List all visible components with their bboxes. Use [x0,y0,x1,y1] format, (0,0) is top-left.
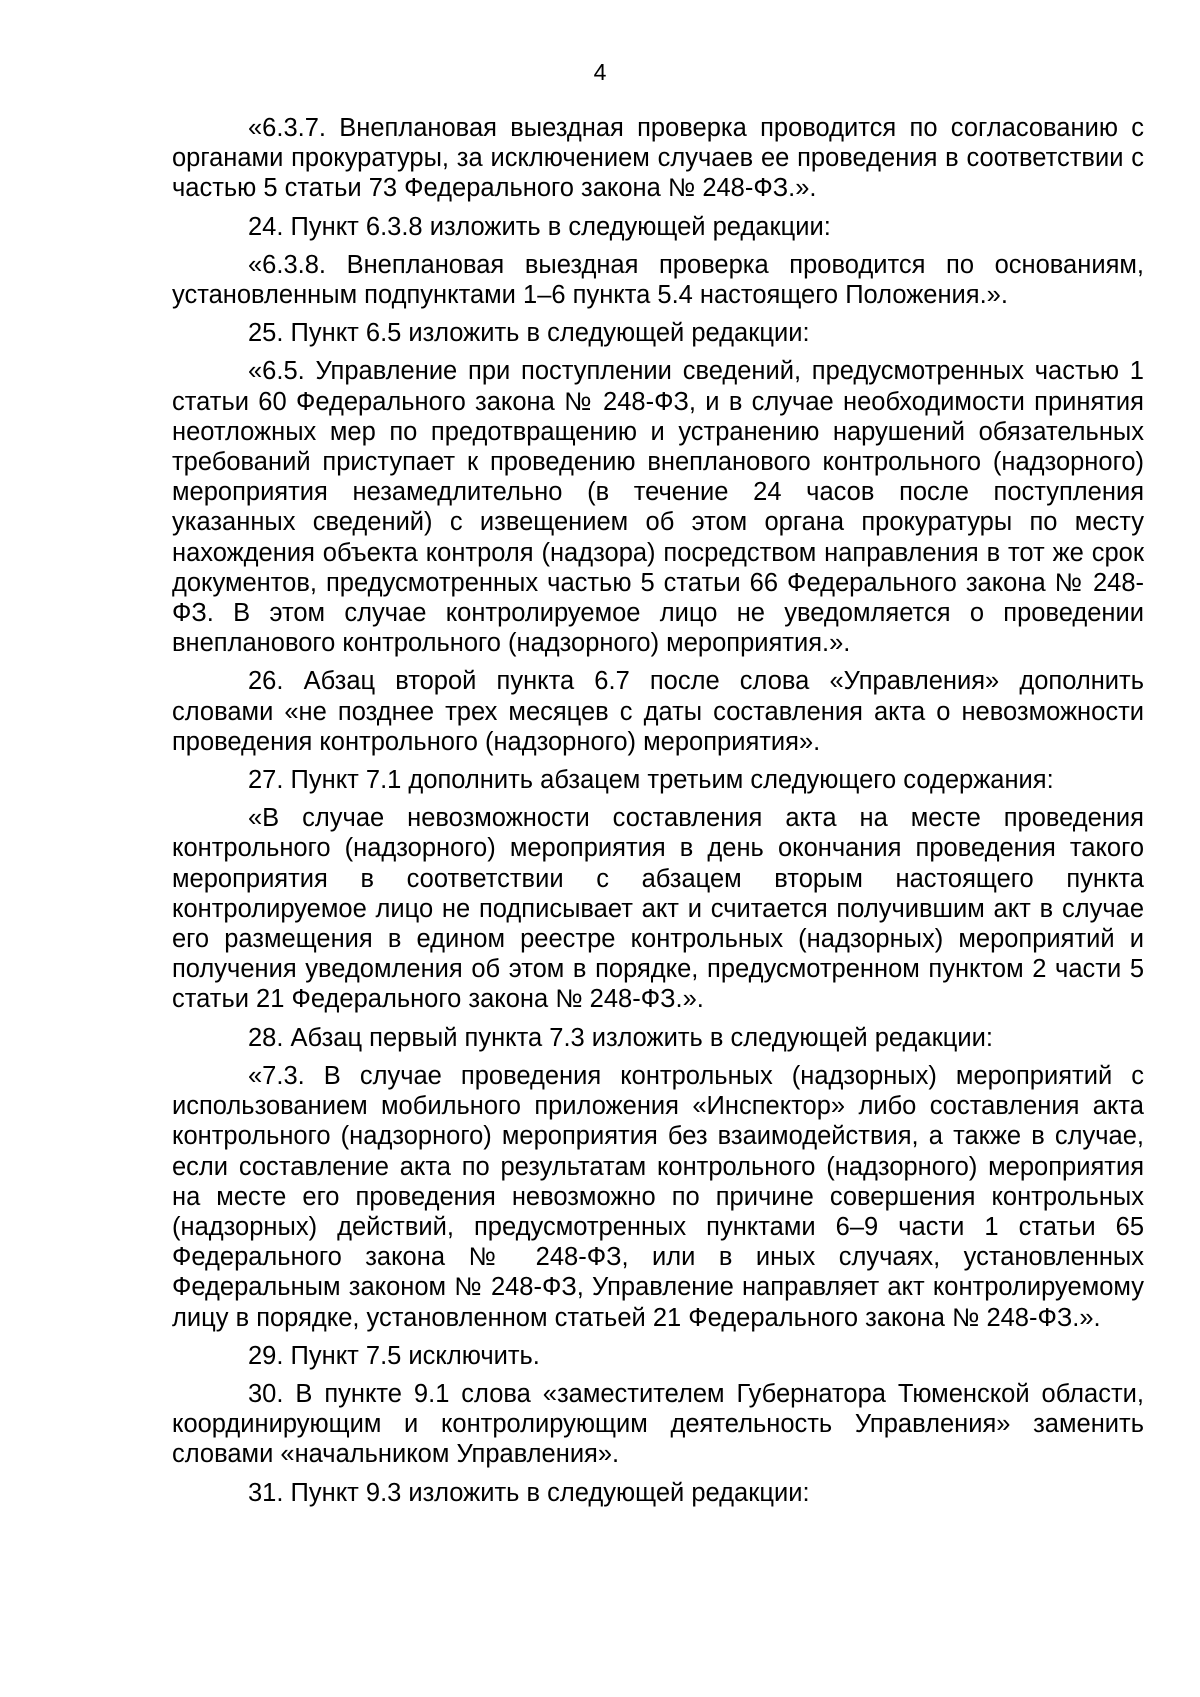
paragraph-item-26: 26. Абзац второй пункта 6.7 после слова «Управления» дополнить словами «не позднее трех месяцев с даты составления акта о невозможности проведения контрольного (надзорного) мероприятия». [172,667,1144,756]
paragraph-7-1-addition-text: «В случае невозможности составления акта на месте проведения контрольного (надзорного) мероприятия в день окончания проведения такого мероприятия в соответствии с абзацем вторым настоящего пункта контролируемое лицо не подписывает акт и считается получившим акт в случае его размещения в едином реестре контрольных (надзорных) мероприятий и получения уведомления об этом в порядке, предусмотренном пунктом 2 части 5 статьи 21 Федерального закона № 248-ФЗ.». [172,804,1144,1014]
paragraph-6-3-8-text: «6.3.8. Внеплановая выездная проверка проводится по основаниям, установленным подпунктами 1–6 пункта 5.4 настоящего Положения.». [172,250,1144,310]
page-number: 4 [593,59,607,85]
paragraph-7-3-text: «7.3. В случае проведения контрольных (надзорных) мероприятий с использованием мобильного приложения «Инспектор» либо составления акта контрольного (надзорного) мероприятия без взаимодействия, а также в случае, если составление акта по результатам контрольного (надзорного) мероприятия на месте его проведения невозможно по причине совершения контрольных (надзорных) действий, предусмотренных пунктами 6–9 части 1 статьи 65 Федерального закона № 248-ФЗ, или в иных случаях, установленных Федеральным законом № 248-ФЗ, Управление направляет акт контролируемому лицу в порядке, установленном статьей 21 Федерального закона № 248-ФЗ.». [172,1061,1144,1332]
paragraph-6-3-7-text: «6.3.7. Внеплановая выездная проверка проводится по согласованию с органами прокуратуры, за исключением случаев ее проведения в соответствии с частью 5 статьи 73 Федерального закона № 248-ФЗ.». [172,114,1144,203]
paragraph-item-30: 30. В пункте 9.1 слова «заместителем Губернатора Тюменской области, координирующим и контролирующим деятельность Управления» заменить словами «начальником Управления». [172,1379,1144,1469]
paragraph-item-29: 29. Пункт 7.5 исключить. [248,1341,540,1370]
paragraph-6-5-text: «6.5. Управление при поступлении сведений, предусмотренных частью 1 статьи 60 Федерального закона № 248-ФЗ, и в случае необходимости принятия неотложных мер по предотвращению и устранению нарушений обязательных требований приступает к проведению внепланового контрольного (надзорного) мероприятия незамедлительно (в течение 24 часов после поступления указанных сведений) с извещением об этом органа прокуратуры по месту нахождения объекта контроля (надзора) посредством направления в тот же срок документов, предусмотренных частью 5 статьи 66 Федерального закона № 248-ФЗ. В этом случае контролируемое лицо не уведомляется о проведении внепланового контрольного (надзорного) мероприятия.». [172,357,1144,658]
paragraph-item-31: 31. Пункт 9.3 изложить в следующей редакции: [248,1478,810,1507]
paragraph-item-25: 25. Пункт 6.5 изложить в следующей редакции: [248,319,810,348]
paragraph-item-28: 28. Абзац первый пункта 7.3 изложить в следующей редакции: [248,1023,993,1052]
paragraph-item-24: 24. Пункт 6.3.8 изложить в следующей редакции: [248,212,831,241]
document-body [172,113,1144,1516]
paragraph-item-27: 27. Пункт 7.1 дополнить абзацем третьим следующего содержания: [248,766,1054,795]
